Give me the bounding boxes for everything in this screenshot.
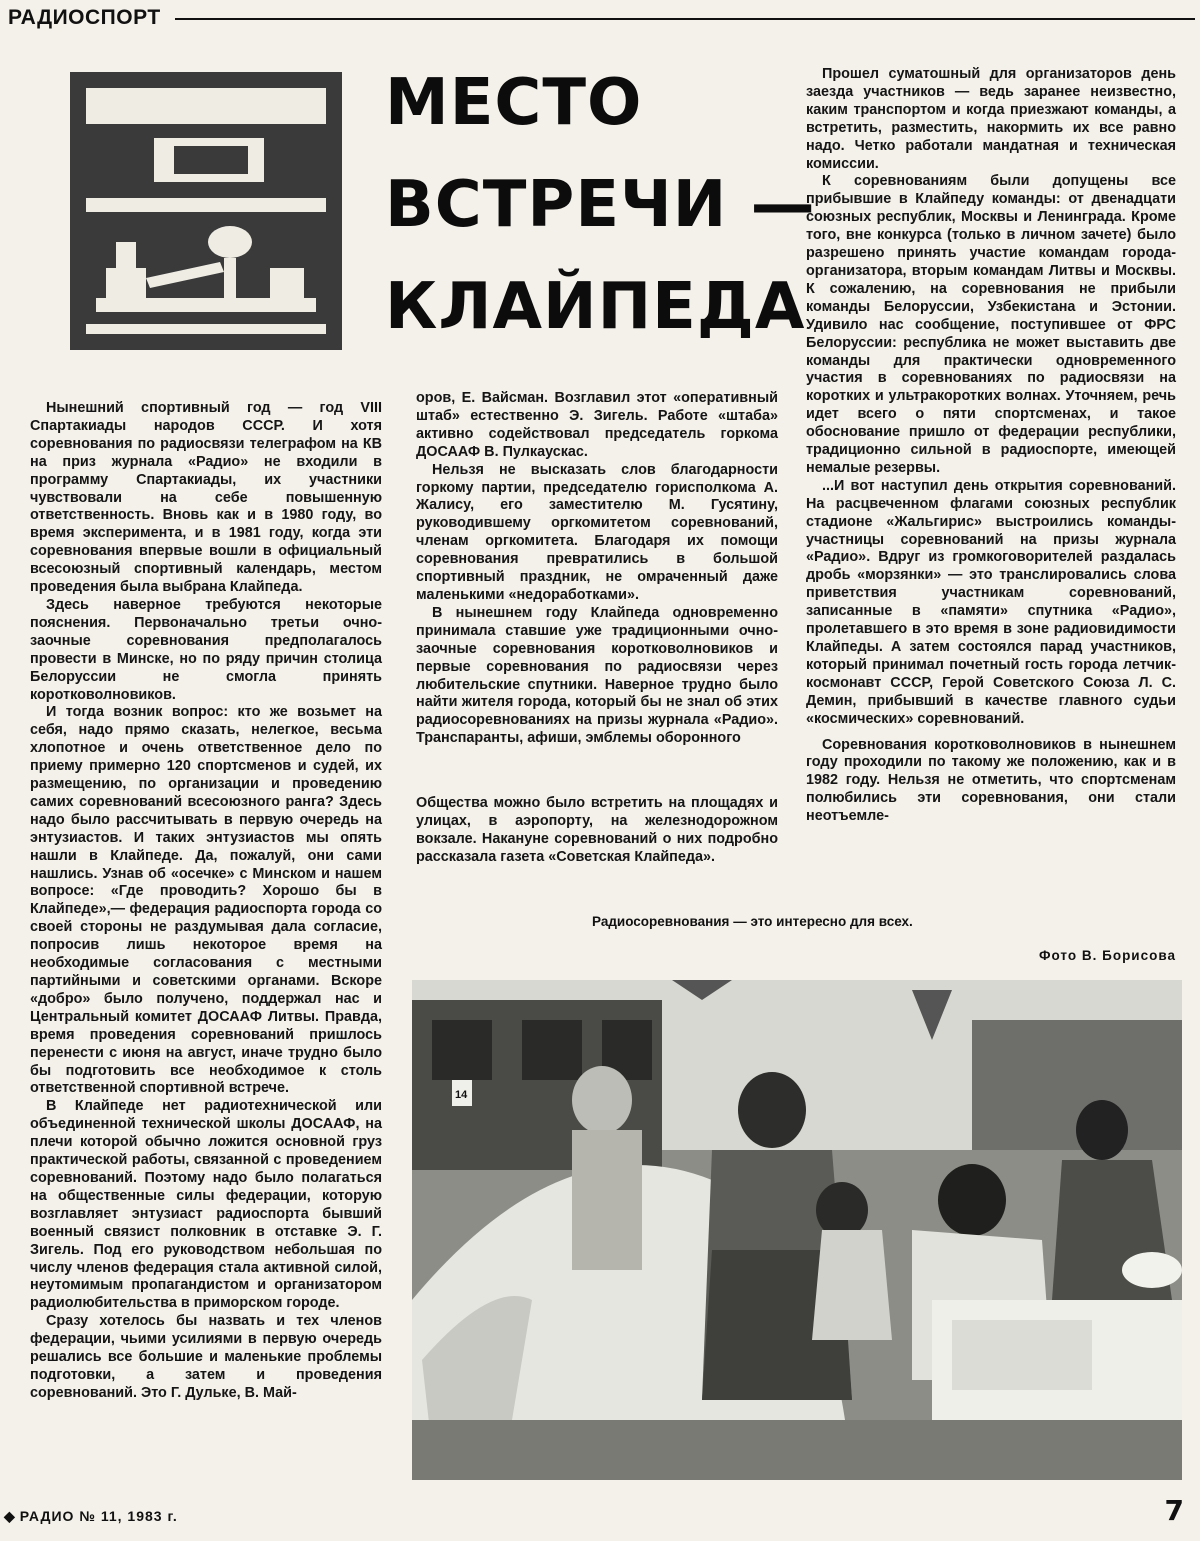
paragraph: В Клайпеде нет радиотехнической или объединенной технической школы ДОСААФ, на плечи которой обычно ложится основной груз практической работы, связанной с проведением соревнований. Поэтому надо было полагаться на общественные силы федерации, которую возглавляет энтузиаст радиоспорта бывший военный связист полковник в отставке Э. Г. Зигель. Под его руководством небольшая по числу членов федерация стала активной силой, неутомимым пропагандистом и организатором радиолюбительства в приморском городе.	[30, 1098, 382, 1312]
radiosport-logo	[70, 72, 342, 350]
magazine-issue: РАДИО № 11, 1983 г.	[19, 1508, 178, 1524]
number-sign-label: 14	[455, 1089, 468, 1101]
paragraph: Общества можно было встретить на площадях и улицах, в аэропорту, на железнодорожном вокзале. Накануне соревнований о них подробно рассказала газета «Советская Клайпеда».	[416, 795, 778, 865]
photo-caption: Радиосоревнования — это интересно для всех.	[592, 914, 913, 929]
telegraph-key-icon	[70, 72, 342, 350]
paragraph: В нынешнем году Клайпеда одновременно принимала ставшие уже традиционными очно-заочные соревнования коротковолновиков и первые соревнования по радиосвязи через любительские спутники. Наверное трудно было найти жителя города, который бы не знал об этих радиосоревнованиях на призы журнала «Радио». Транспаранты, афиши, эмблемы оборонного	[416, 604, 778, 747]
paragraph: К соревнованиям были допущены все прибывшие в Клайпеду команды: от двенадцати союзных республик, Москвы и Ленинграда. Кроме того, вне конкурса (только в личном зачете) было разрешено принять участие командам города-организатора, вторым командам Литвы и Москвы. К сожалению, на соревнования не прибыли команды Белоруссии, Узбекистана и Эстонии. Удивило нас сообщение, поступившее от ФРС Белоруссии: республика не может выставить две команды для практически одновременного участия в соревнованиях по радиосвязи на коротких и ультракоротких волнах. Уточняем, речь идет всего о пяти спортсменах, и такое обоснование пришло от федерации республики, традиционно сильной в радиоспорте, имеющей немалые резервы.	[806, 173, 1176, 476]
page-number: 7	[1164, 1494, 1184, 1527]
text-column-2	[416, 390, 778, 748]
title-line-2: ВСТРЕЧИ —	[385, 168, 816, 242]
title-line-1: МЕСТО	[385, 66, 643, 140]
magazine-footer	[4, 1508, 178, 1525]
paragraph: Прошел суматошный для организаторов день заезда участников — ведь заранее неизвестно, каким транспортом и когда приезжают команды, а встретить, разместить, накормить их все равно надо. Четко работали мандатная и техническая комиссии.	[806, 66, 1176, 172]
paragraph: Здесь наверное требуются некоторые пояснения. Первоначально третьи очно-заочные соревнования предполагалось провести в Минске, но по ряду причин столица Белоруссии не смогла принять коротковолновиков.	[30, 596, 382, 703]
text-column-1	[30, 400, 382, 1403]
title-line-3: КЛАЙПЕДА	[385, 270, 806, 344]
event-photo	[412, 980, 1182, 1480]
text-column-3	[806, 66, 1176, 826]
section-rubric: РАДИОСПОРТ	[8, 6, 165, 30]
paragraph: ...И вот наступил день открытия соревнований. На расцвеченном флагами союзных республик стадионе «Жальгирис» выстроились команды-участницы соревнований на призы журнала «Радио». Вдруг из громкоговорителей раздалась дробь «морзянки» — это транслировались слова приветствия участникам соревнований, записанные в «памяти» спутника «Радио», пролетавшего в это время в зоне радиовидимости Клайпеды. А затем состоялся парад участников, который принимал почетный гость города летчик-космонавт СССР, Герой Советского Союза Л. С. Демин, прибывший в качестве главного судьи «космических» соревнований.	[806, 477, 1176, 727]
text-column-2-continued	[416, 795, 778, 867]
paragraph: Нельзя не высказать слов благодарности горкому партии, председателю горисполкома А. Жалису, его заместителю М. Гусятину, руководившему оргкомитетом соревнований, членам оргкомитета. Благодаря их помощи соревнования превратились в большой спортивный праздник, не омраченный даже маленькими «недоработками».	[416, 461, 778, 603]
diamond-icon: ◆	[4, 1508, 16, 1524]
paragraph: оров, Е. Вайсман. Возглавил этот «оперативный штаб» естественно Э. Зигель. Работе «штаба» активно содействовал председатель горкома ДОСААФ В. Пулкаускас.	[416, 390, 778, 460]
paragraph: И тогда возник вопрос: кто же возьмет на себя, надо прямо сказать, нелегкое, весьма хлопотное и очень ответственное дело по приему примерно 120 спортсменов и судей, их размещению, по организации и проведению самих соревнований всесоюзного ранга? Здесь надо было рассчитывать в первую очередь на энтузиастов. И таких энтузиастов мы опять нашли в Клайпеде. Да, пожалуй, они сами нашлись. Узнав об «осечке» с Минском и нашем вопросе: «Где проводить? Хорошо бы в Клайпеде»,— федерация радиоспорта города со своей стороны не раздумывая дала согласие, попросив лишь некоторое время на необходимые согласования с местными партийными и советскими органами. Вскоре «добро» было получено, поддержал нас и Центральный комитет ДОСААФ Литвы. Правда, время проведения соревнований пришлось перенести с июня на август, иначе трудно было бы подготовить все необходимое к столь ответственной спортивной встрече.	[30, 704, 382, 1097]
paragraph: Нынешний спортивный год — год VIII Спартакиады народов СССР. И хотя соревнования по радиосвязи телеграфом на КВ на приз журнала «Радио» не входили в программу Спартакиады, их участники чувствовали на себе повышенную ответственность. Вновь как и в 1980 году, во время эксперимента, и в 1981 году, когда эти соревнования впервые вошли в официальный всесоюзный спортивный календарь, местом проведения была выбрана Клайпеда.	[30, 400, 382, 596]
photo-credit: Фото В. Борисова	[1039, 948, 1176, 963]
photo-illustration	[412, 980, 1182, 1480]
paragraph: Соревнования коротковолновиков в нынешнем году проходили по такому же положению, как и в 1982 году. Нельзя не отметить, что спортсменам полюбились эти соревнования, они стали неотъемле-	[806, 736, 1176, 825]
paragraph: Сразу хотелось бы назвать и тех членов федерации, чьими усилиями в первую очередь решались все большие и маленькие проблемы подготовки, а затем и проведения соревнований. Это Г. Дулькe, В. Май-	[30, 1313, 382, 1401]
header-rule	[175, 18, 1195, 20]
article-title	[385, 52, 816, 358]
